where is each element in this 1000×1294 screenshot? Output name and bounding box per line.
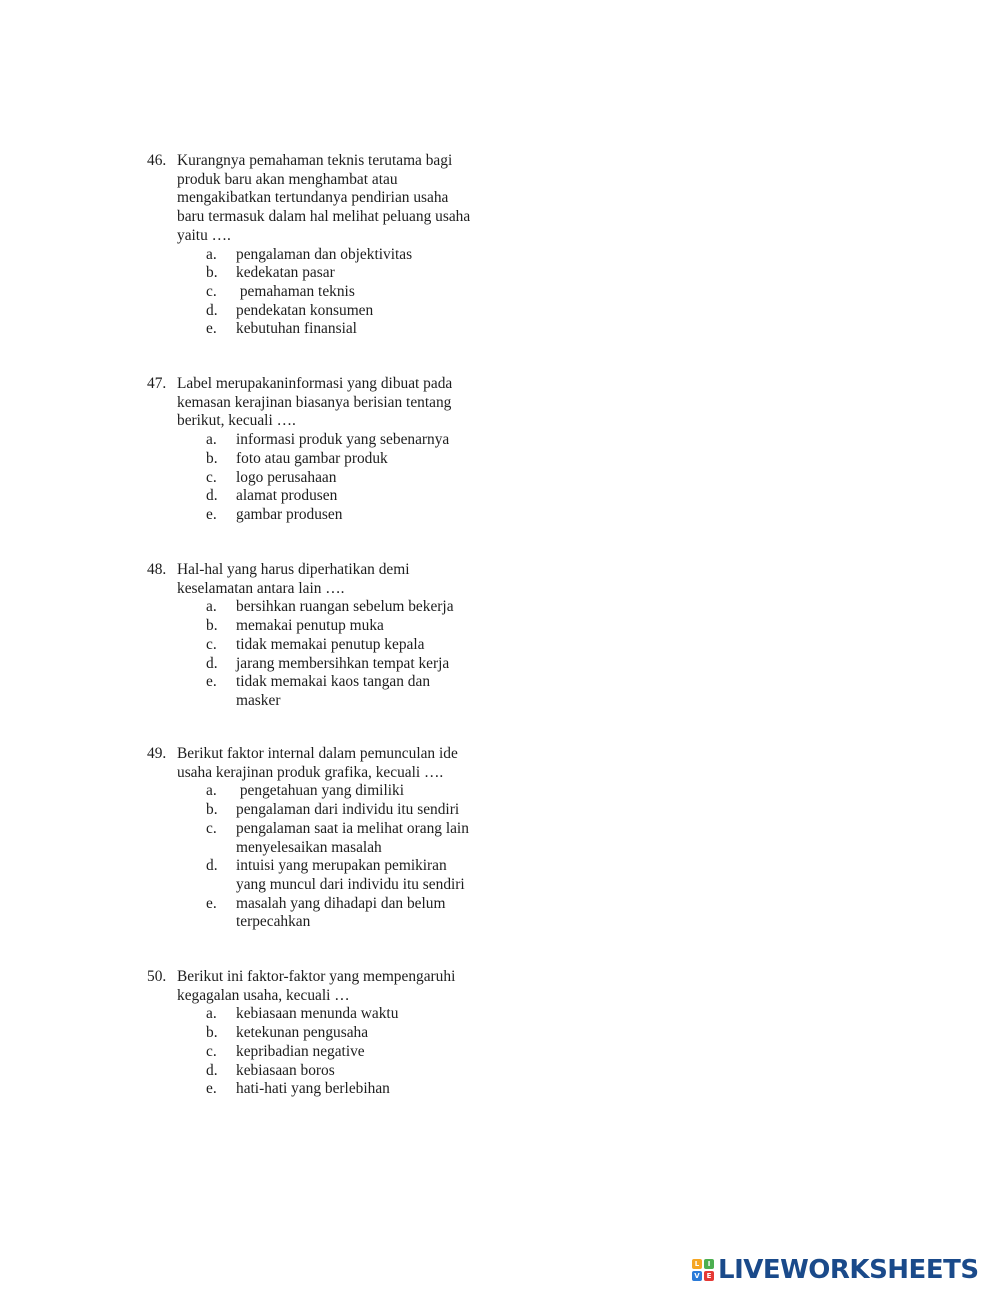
option-b bbox=[147, 801, 507, 820]
option-d bbox=[147, 1062, 507, 1081]
option-text-line: masalah yang dihadapi dan belum bbox=[236, 894, 446, 912]
option-b bbox=[147, 264, 507, 283]
option-text-line: tidak memakai penutup kepala bbox=[236, 635, 425, 653]
question-number: 47. bbox=[147, 375, 167, 392]
question-text-line: produk baru akan menghambat atau bbox=[177, 170, 398, 188]
question-number: 48. bbox=[147, 561, 167, 578]
option-letter: e. bbox=[206, 894, 217, 912]
option-text-line: kebiasaan boros bbox=[236, 1061, 335, 1079]
question-text-line: Berikut ini faktor-faktor yang mempengaruhi bbox=[177, 968, 456, 985]
option-letter: d. bbox=[206, 487, 218, 505]
option-letter: a. bbox=[206, 782, 217, 800]
option-letter: d. bbox=[206, 301, 218, 319]
option-text-line: ketekunan pengusaha bbox=[236, 1024, 369, 1042]
option-letter: a. bbox=[206, 245, 217, 263]
option-a bbox=[147, 1005, 507, 1024]
logo-mark-cell: V bbox=[692, 1271, 702, 1281]
option-list bbox=[147, 782, 507, 932]
question-text-line: Hal-hal yang harus diperhatikan demi bbox=[177, 561, 410, 578]
question-number: 49. bbox=[147, 745, 167, 762]
option-text-line: intuisi yang merupakan pemikiran bbox=[236, 857, 447, 875]
option-letter: a. bbox=[206, 1005, 217, 1023]
option-list bbox=[147, 1005, 507, 1099]
option-e bbox=[147, 320, 507, 339]
option-letter: d. bbox=[206, 1061, 218, 1079]
option-text-line: kebutuhan finansial bbox=[236, 320, 357, 338]
option-letter: c. bbox=[206, 1042, 217, 1060]
option-letter: b. bbox=[206, 617, 218, 635]
logo-mark-cell: E bbox=[704, 1271, 714, 1281]
question-50 bbox=[147, 968, 507, 1099]
question-text-line: Berikut faktor internal dalam pemunculan ide bbox=[177, 745, 458, 762]
option-d bbox=[147, 655, 507, 674]
option-a bbox=[147, 782, 507, 801]
option-text-line: pengalaman dari individu itu sendiri bbox=[236, 801, 460, 819]
option-text-line: hati-hati yang berlebihan bbox=[236, 1080, 390, 1098]
question-text-line: usaha kerajinan produk grafika, kecuali …. bbox=[177, 763, 444, 781]
option-text-line: masker bbox=[236, 691, 281, 709]
question-number: 50. bbox=[147, 968, 167, 985]
option-letter: e. bbox=[206, 320, 217, 338]
question-text-line: kegagalan usaha, kecuali … bbox=[177, 986, 350, 1004]
option-text-line: pendekatan konsumen bbox=[236, 301, 374, 319]
option-text-line: tidak memakai kaos tangan dan bbox=[236, 673, 431, 691]
option-text-line: informasi produk yang sebenarnya bbox=[236, 431, 450, 449]
question-text-line: baru termasuk dalam hal melihat peluang usaha bbox=[177, 208, 471, 226]
option-text-line: pemahaman teknis bbox=[236, 282, 355, 300]
option-letter: c. bbox=[206, 282, 217, 300]
question-text-line: kemasan kerajinan biasanya berisian tentang bbox=[177, 393, 452, 411]
option-e bbox=[147, 895, 507, 932]
option-text-line: pengetahuan yang dimiliki bbox=[236, 782, 404, 800]
option-letter: e. bbox=[206, 505, 217, 523]
option-letter: d. bbox=[206, 857, 218, 875]
option-text-line: kedekatan pasar bbox=[236, 264, 335, 282]
option-text-line: kebiasaan menunda waktu bbox=[236, 1005, 399, 1023]
option-text-line: bersihkan ruangan sebelum bekerja bbox=[236, 598, 454, 616]
question-48 bbox=[147, 561, 507, 711]
option-letter: c. bbox=[206, 819, 217, 837]
option-list bbox=[147, 246, 507, 340]
question-46 bbox=[147, 152, 507, 339]
question-text-line: mengakibatkan tertundanya pendirian usaha bbox=[177, 189, 449, 207]
option-letter: c. bbox=[206, 635, 217, 653]
option-d bbox=[147, 487, 507, 506]
question-number: 46. bbox=[147, 152, 167, 169]
option-text-line: alamat produsen bbox=[236, 487, 338, 505]
option-c bbox=[147, 283, 507, 302]
option-e bbox=[147, 1080, 507, 1099]
question-text-line: Label merupakaninformasi yang dibuat pada bbox=[177, 375, 453, 392]
option-e bbox=[147, 506, 507, 525]
option-text-line: yang muncul dari individu itu sendiri bbox=[236, 875, 465, 893]
question-text-line: berikut, kecuali …. bbox=[177, 412, 296, 430]
question-stem bbox=[147, 968, 507, 1005]
question-text-line: Kurangnya pemahaman teknis terutama bagi bbox=[177, 152, 453, 169]
option-text-line: pengalaman saat ia melihat orang lain bbox=[236, 819, 469, 837]
option-b bbox=[147, 617, 507, 636]
option-c bbox=[147, 636, 507, 655]
option-a bbox=[147, 431, 507, 450]
logo-mark-cell: I bbox=[704, 1259, 714, 1269]
option-e bbox=[147, 673, 507, 710]
option-text-line: jarang membersihkan tempat kerja bbox=[236, 654, 450, 672]
option-letter: c. bbox=[206, 468, 217, 486]
option-a bbox=[147, 598, 507, 617]
option-text-line: memakai penutup muka bbox=[236, 617, 384, 635]
option-letter: a. bbox=[206, 431, 217, 449]
option-c bbox=[147, 469, 507, 488]
option-letter: b. bbox=[206, 1024, 218, 1042]
logo-mark-cell: L bbox=[692, 1259, 702, 1269]
option-b bbox=[147, 450, 507, 469]
option-list bbox=[147, 431, 507, 525]
option-letter: b. bbox=[206, 264, 218, 282]
option-d bbox=[147, 857, 507, 894]
question-stem bbox=[147, 375, 507, 431]
option-a bbox=[147, 246, 507, 265]
option-text-line: pengalaman dan objektivitas bbox=[236, 245, 413, 263]
option-text-line: menyelesaikan masalah bbox=[236, 838, 382, 856]
option-text-line: logo perusahaan bbox=[236, 468, 337, 486]
option-list bbox=[147, 598, 507, 710]
option-text-line: kepribadian negative bbox=[236, 1042, 365, 1060]
option-d bbox=[147, 302, 507, 321]
question-text-line: keselamatan antara lain …. bbox=[177, 579, 345, 597]
question-stem bbox=[147, 745, 507, 782]
option-letter: e. bbox=[206, 673, 217, 691]
question-stem bbox=[147, 152, 507, 246]
question-47 bbox=[147, 375, 507, 525]
option-letter: b. bbox=[206, 449, 218, 467]
option-c bbox=[147, 1043, 507, 1062]
option-letter: d. bbox=[206, 654, 218, 672]
liveworksheets-mark-icon bbox=[692, 1259, 714, 1281]
option-text-line: terpecahkan bbox=[236, 913, 311, 931]
option-letter: e. bbox=[206, 1080, 217, 1098]
option-text-line: foto atau gambar produk bbox=[236, 449, 388, 467]
option-letter: b. bbox=[206, 801, 218, 819]
question-49 bbox=[147, 745, 507, 932]
question-text-line: yaitu …. bbox=[177, 226, 231, 244]
liveworksheets-logo bbox=[692, 1254, 979, 1286]
option-b bbox=[147, 1024, 507, 1043]
option-letter: a. bbox=[206, 598, 217, 616]
option-c bbox=[147, 820, 507, 857]
question-stem bbox=[147, 561, 507, 598]
option-text-line: gambar produsen bbox=[236, 505, 343, 523]
logo-text: LIVEWORKSHEETS bbox=[718, 1255, 979, 1285]
